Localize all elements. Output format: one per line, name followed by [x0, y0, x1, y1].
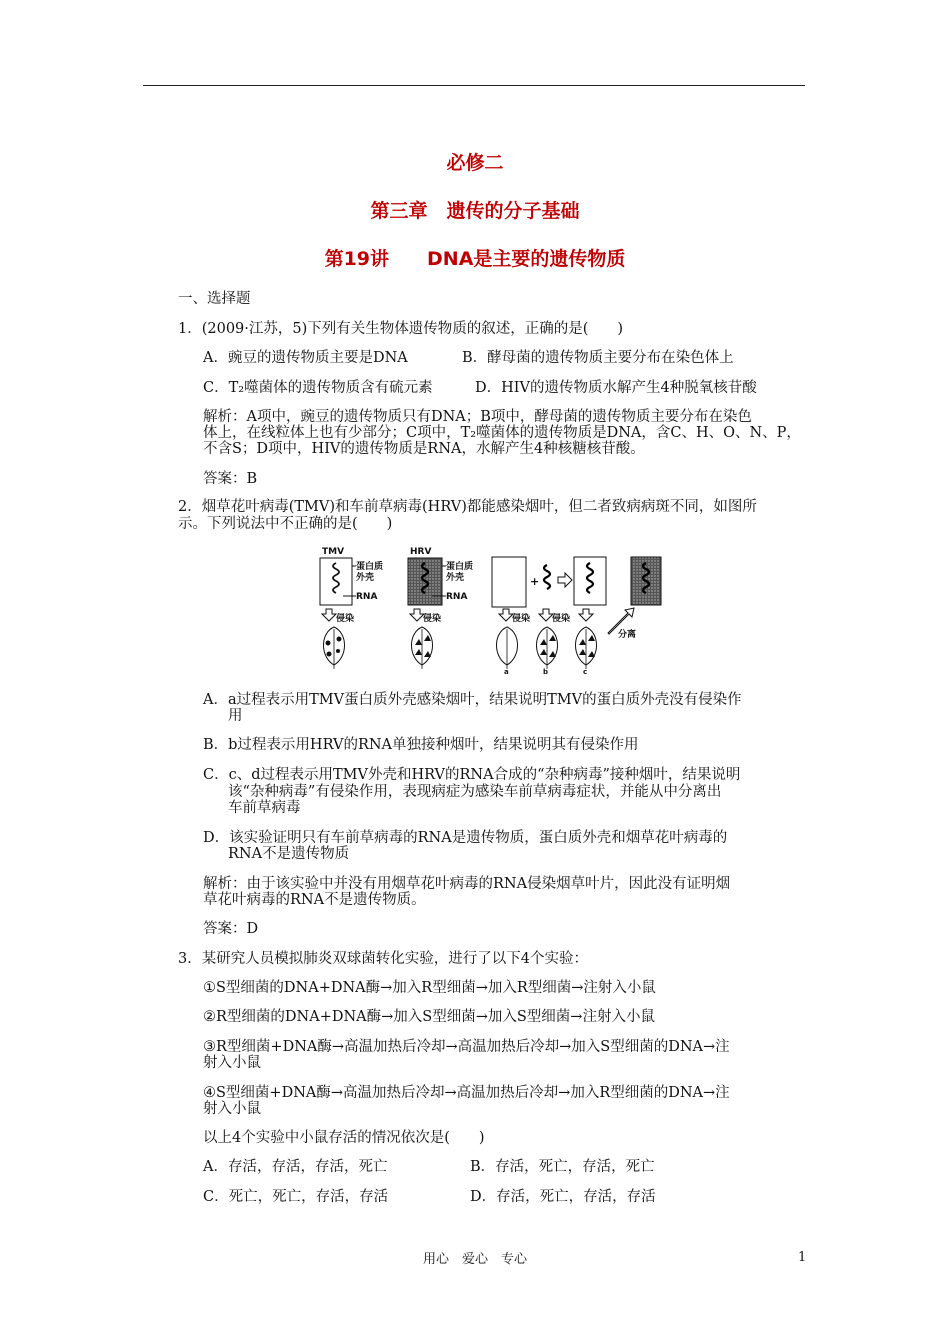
label-b: b: [543, 668, 549, 676]
virus-experiment-figure: [318, 545, 673, 680]
q3-stem: 3．某研究人员模拟肺炎双球菌转化实验，进行了以下4个实验：: [178, 951, 588, 967]
q1-stem: 1．(2009·江苏，5)下列有关生物体遗传物质的叙述，正确的是( ): [178, 321, 624, 337]
footer-slogan: 用心 爱心 专心: [422, 1252, 527, 1267]
q2-analysis-line2: 草花叶病毒的RNA不是遗传物质。: [203, 892, 426, 908]
label-shell-1: 外壳: [356, 573, 375, 583]
q1-option-a: A．豌豆的遗传物质主要是DNA: [203, 350, 408, 366]
q3-experiment-2: ②R型细菌的DNA+DNA酶→加入S型细菌→加入S型细菌→注射入小鼠: [203, 1009, 655, 1025]
q3-experiment-4-line2: 射入小鼠: [203, 1101, 261, 1117]
label-plus: +: [530, 575, 540, 588]
q1-option-d: D．HIV的遗传物质水解产生4种脱氧核苷酸: [475, 380, 757, 396]
label-infect-3: 侵染: [512, 614, 531, 624]
label-infect-2: 侵染: [423, 614, 442, 624]
label-infect-1: 侵染: [336, 614, 355, 624]
label-shell-2: 外壳: [446, 573, 465, 583]
q2-stem-line2: 示。下列说法中不正确的是( ): [178, 516, 393, 532]
q3-option-a: A．存活，存活，存活，死亡: [203, 1159, 388, 1175]
q3-experiment-1: ①S型细菌的DNA+DNA酶→加入R型细菌→加入R型细菌→注射入小鼠: [203, 980, 656, 996]
label-rna-1: RNA: [356, 592, 378, 602]
q3-experiment-3-line1: ③R型细菌+DNA酶→高温加热后冷却→高温加热后冷却→加入S型细菌的DNA→注: [203, 1039, 730, 1055]
label-rna-2: RNA: [446, 592, 468, 602]
q3-option-d: D．存活，死亡，存活，存活: [470, 1189, 656, 1205]
label-c: c: [583, 668, 588, 676]
label-tmv: TMV: [322, 547, 345, 557]
q1-analysis-line3: 不含S；D项中，HIV的遗传物质是RNA，水解产生4种核糖核苷酸。: [203, 441, 645, 457]
q2-option-c-line1: C．c、d过程表示用TMV外壳和HRV的RNA合成的“杂种病毒”接种烟叶，结果说明: [203, 767, 741, 783]
section-heading: 一、选择题: [178, 291, 251, 307]
label-hrv: HRV: [410, 547, 432, 557]
q2-option-c-line3: 车前草病毒: [228, 800, 301, 816]
q2-option-a-line1: A．a过程表示用TMV蛋白质外壳感染烟叶，结果说明TMV的蛋白质外壳没有侵染作: [203, 692, 742, 708]
q3-question: 以上4个实验中小鼠存活的情况依次是( ): [203, 1130, 485, 1146]
q3-experiment-3-line2: 射入小鼠: [203, 1055, 261, 1071]
q1-analysis-line1: 解析：A项中，豌豆的遗传物质只有DNA；B项中，酵母菌的遗传物质主要分布在染色: [203, 409, 752, 425]
page-number: 1: [798, 1250, 807, 1265]
label-protein-1: 蛋白质: [356, 562, 384, 572]
q2-option-d-line2: RNA不是遗传物质: [228, 846, 350, 862]
q1-answer: 答案：B: [203, 471, 258, 487]
q2-option-a-line2: 用: [228, 708, 243, 724]
q2-answer: 答案：D: [203, 921, 259, 937]
q3-experiment-4-line1: ④S型细菌+DNA酶→高温加热后冷却→高温加热后冷却→加入R型细菌的DNA→注: [203, 1085, 730, 1101]
q2-option-d-line1: D．该实验证明只有车前草病毒的RNA是遗传物质，蛋白质外壳和烟草花叶病毒的: [203, 830, 728, 846]
label-infect-4: 侵染: [552, 614, 571, 624]
lecture-title: 第19讲 DNA是主要的遗传物质: [324, 248, 626, 270]
q3-option-b: B．存活，死亡，存活，死亡: [470, 1159, 655, 1175]
q2-analysis-line1: 解析：由于该实验中并没有用烟草花叶病毒的RNA侵染烟草叶片，因此没有证明烟: [203, 876, 731, 892]
q2-stem-line1: 2．烟草花叶病毒(TMV)和车前草病毒(HRV)都能感染烟叶，但二者致病病斑不同，如图所: [178, 499, 757, 515]
q2-option-b: B．b过程表示用HRV的RNA单独接种烟叶，结果说明其有侵染作用: [203, 737, 639, 753]
q3-option-c: C．死亡，死亡，存活，存活: [203, 1189, 389, 1205]
q1-analysis-line2: 体上，在线粒体上也有少部分；C项中，T₂噬菌体的遗传物质是DNA，含C、H、O、N、P，: [203, 425, 801, 441]
header-rule: [143, 85, 805, 86]
label-protein-2: 蛋白质: [446, 562, 474, 572]
q1-option-c: C．T₂噬菌体的遗传物质含有硫元素: [203, 380, 433, 396]
label-a: a: [504, 668, 509, 676]
q2-option-c-line2: 该“杂种病毒”有侵染作用，表现病症为感染车前草病毒症状，并能从中分离出: [228, 784, 722, 800]
label-separate: 分离: [618, 630, 637, 640]
chapter-title: 第三章 遗传的分子基础: [370, 200, 580, 222]
book-title: 必修二: [446, 152, 504, 174]
q1-option-b: B．酵母菌的遗传物质主要分布在染色体上: [462, 350, 734, 366]
